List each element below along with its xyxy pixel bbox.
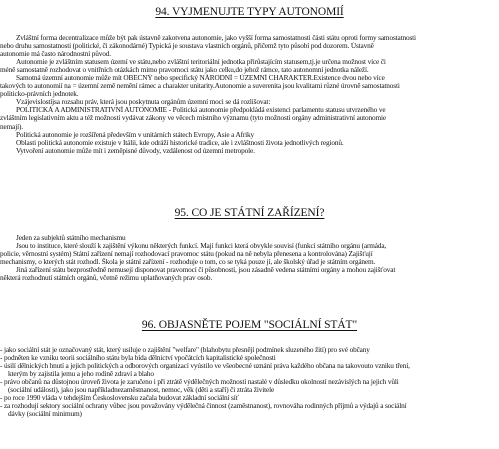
- text-line: - po roce 1990 vláda v tehdejším Československu začala budovat základní sociální síť: [0, 394, 239, 403]
- section-heading-95: [0, 206, 499, 220]
- text-line: Zvláštní forma decentralizace může být pak ústavně zakotvena autonomie, jako vyšší forma samostatnosti části státu oproti formy samostatnosti: [16, 34, 416, 42]
- text-line: zvláštním legislativním aktu a též možnosti vydávat zákony ve věcech místního významu (tyto možnosti orgány administrativní autonomie: [0, 114, 387, 123]
- section-heading-96: [0, 318, 499, 332]
- text-line: Oblasti politická autonomie existuje v Itálii, kde odráží historické tradice, ale i zvláštnosti života jednotlivých regionů.: [16, 138, 344, 147]
- text-line: Jiná zařízení státu bezprostředně nemusejí disponovat pravomocí či působností, jsou zásadně vedena státními orgány a mohou zajišťovat: [16, 266, 396, 275]
- text-line: méně samostatně rozhodovat o vnitřních otázkách mimo pravomoci státu jako celku,do jehož rámce, tato autonomní jednotka náleží.: [0, 66, 369, 75]
- text-line: nemají).: [0, 122, 23, 131]
- text-line: Jeden za subjektů státního mechanismu: [16, 234, 126, 242]
- text-line: dávky (sociální minimum): [8, 410, 82, 419]
- section-body-94: [0, 34, 499, 155]
- section-body-96: [0, 346, 499, 418]
- section-heading-95-text: 95. CO JE STÁTNÍ ZAŘÍZENÍ?: [174, 207, 325, 219]
- text-line: některá rozhodnutí státních orgánů, včetně režimu uplatňovaných prav osob.: [0, 274, 213, 283]
- text-line: Jsou to instituce, které slouží k zajištění výkonu některých funkcí. Mají funkci která obvykle souvisí (funkcí státního orgánu (armáda,: [16, 242, 387, 251]
- text-line: Samotná územní autonomie může mít OBECNÝ nebo specifický NÁRODNÍ = ÚZEMNÍ CHARAKTER.Existence dvou nebo více: [16, 74, 385, 83]
- text-line: - úsilí dělnických hnutí a jejich politických a odborových organizací vyústilo ve všeobecné uznání práva každého občana na takovouto vzniku tření,: [0, 362, 410, 371]
- section-body-95: [0, 234, 499, 282]
- text-line: - jako sociální stát je označovaný stát, který usiluje o zajištění "welfare" (blahobytu přesnějí podmínek sluzeného žití) pro své občany: [0, 346, 370, 354]
- text-line: autonomie má často národnostní původ.: [0, 50, 111, 59]
- section-heading-94: [0, 5, 499, 19]
- text-line: Autonomie je zvláštním statusem území ve státu,nebo zvláštní teritoriální jednotka přirůstajícím statusem,tj.je určena možnost více či: [16, 58, 386, 67]
- section-heading-96-text: 96. OBJASNĚTE POJEM "SOCIÁLNÍ STÁT": [141, 319, 358, 331]
- text-line: - za rozhodují sektory sociální ochrany vůbec jsou považovány výdělečná činnost (zaměstnanost), rovnováha rodinných příjmů a výdajů a sociální: [0, 402, 407, 411]
- text-line: - právo občanů na důstojnou úroveň života je zaručeno i při ztrátě výdělečných možností nastalé v důsledku okolností nezávislých na jejich vůli: [0, 378, 399, 387]
- text-line: POLITICKÁ A ADMINISTRATIVNÍ AUTONOMIE - Politická autonomie předpokládá existenci parlamentu statusu utvrzeného ve: [16, 106, 386, 115]
- text-line: nebo druhu samostatnosti (politické, či zákonodárné) Typická je soustava vlastních orgánů, přičemž tyto působí pod dozorem. Ústavně: [0, 42, 374, 51]
- text-line: politicko-právních jednotek.: [0, 90, 79, 99]
- text-line: Vzájevislostíjsa rozsahu práv, která jsou poskytnuta orgánům územní moci se dá rozlišovat:: [16, 98, 271, 107]
- text-line: - podněten ke vzniku teorii sociálního státu byla bída dělnictví vpočátcích kapitalistické společnosti: [0, 354, 276, 363]
- text-line: mechanismy, o kterých stát rozhodl. Škola je státní zařízení - rozhoduje o tom, co se tyká pouze jí, ale školský úřad je státním orgánem.: [0, 258, 376, 267]
- text-line: policie, věrnostní systém) Státní zařízení nemají rozhodovací pravomoc státu (pokud na ně nebyla přenesena a kontrolována) Zajišťují: [0, 250, 373, 259]
- text-line: kterým by zajistila jemu a jeho rodině zdraví a blaho: [8, 370, 154, 379]
- text-line: takových to autonomií na = územní země nemění rámec a charakter unitarity.Autonomie a suverenita jsou kvalitami různé úrovně samostatnosti: [0, 82, 400, 91]
- text-line: (sociální události), jako jsou napříkladnezaměstnanost, nemoc, věk (děti a staří) či ztráta živitele: [8, 386, 275, 395]
- text-line: Vytvoření autonomie může mít i zeměpisné důvody, vzdálenost od územní metropole.: [16, 146, 255, 155]
- section-heading-94-text: 94. VYJMENUJTE TYPY AUTONOMIÍ: [155, 6, 344, 18]
- text-line: Politická autonomie je rozšířená především v unitárních státech Evropy, Asie a Afriky: [16, 130, 255, 139]
